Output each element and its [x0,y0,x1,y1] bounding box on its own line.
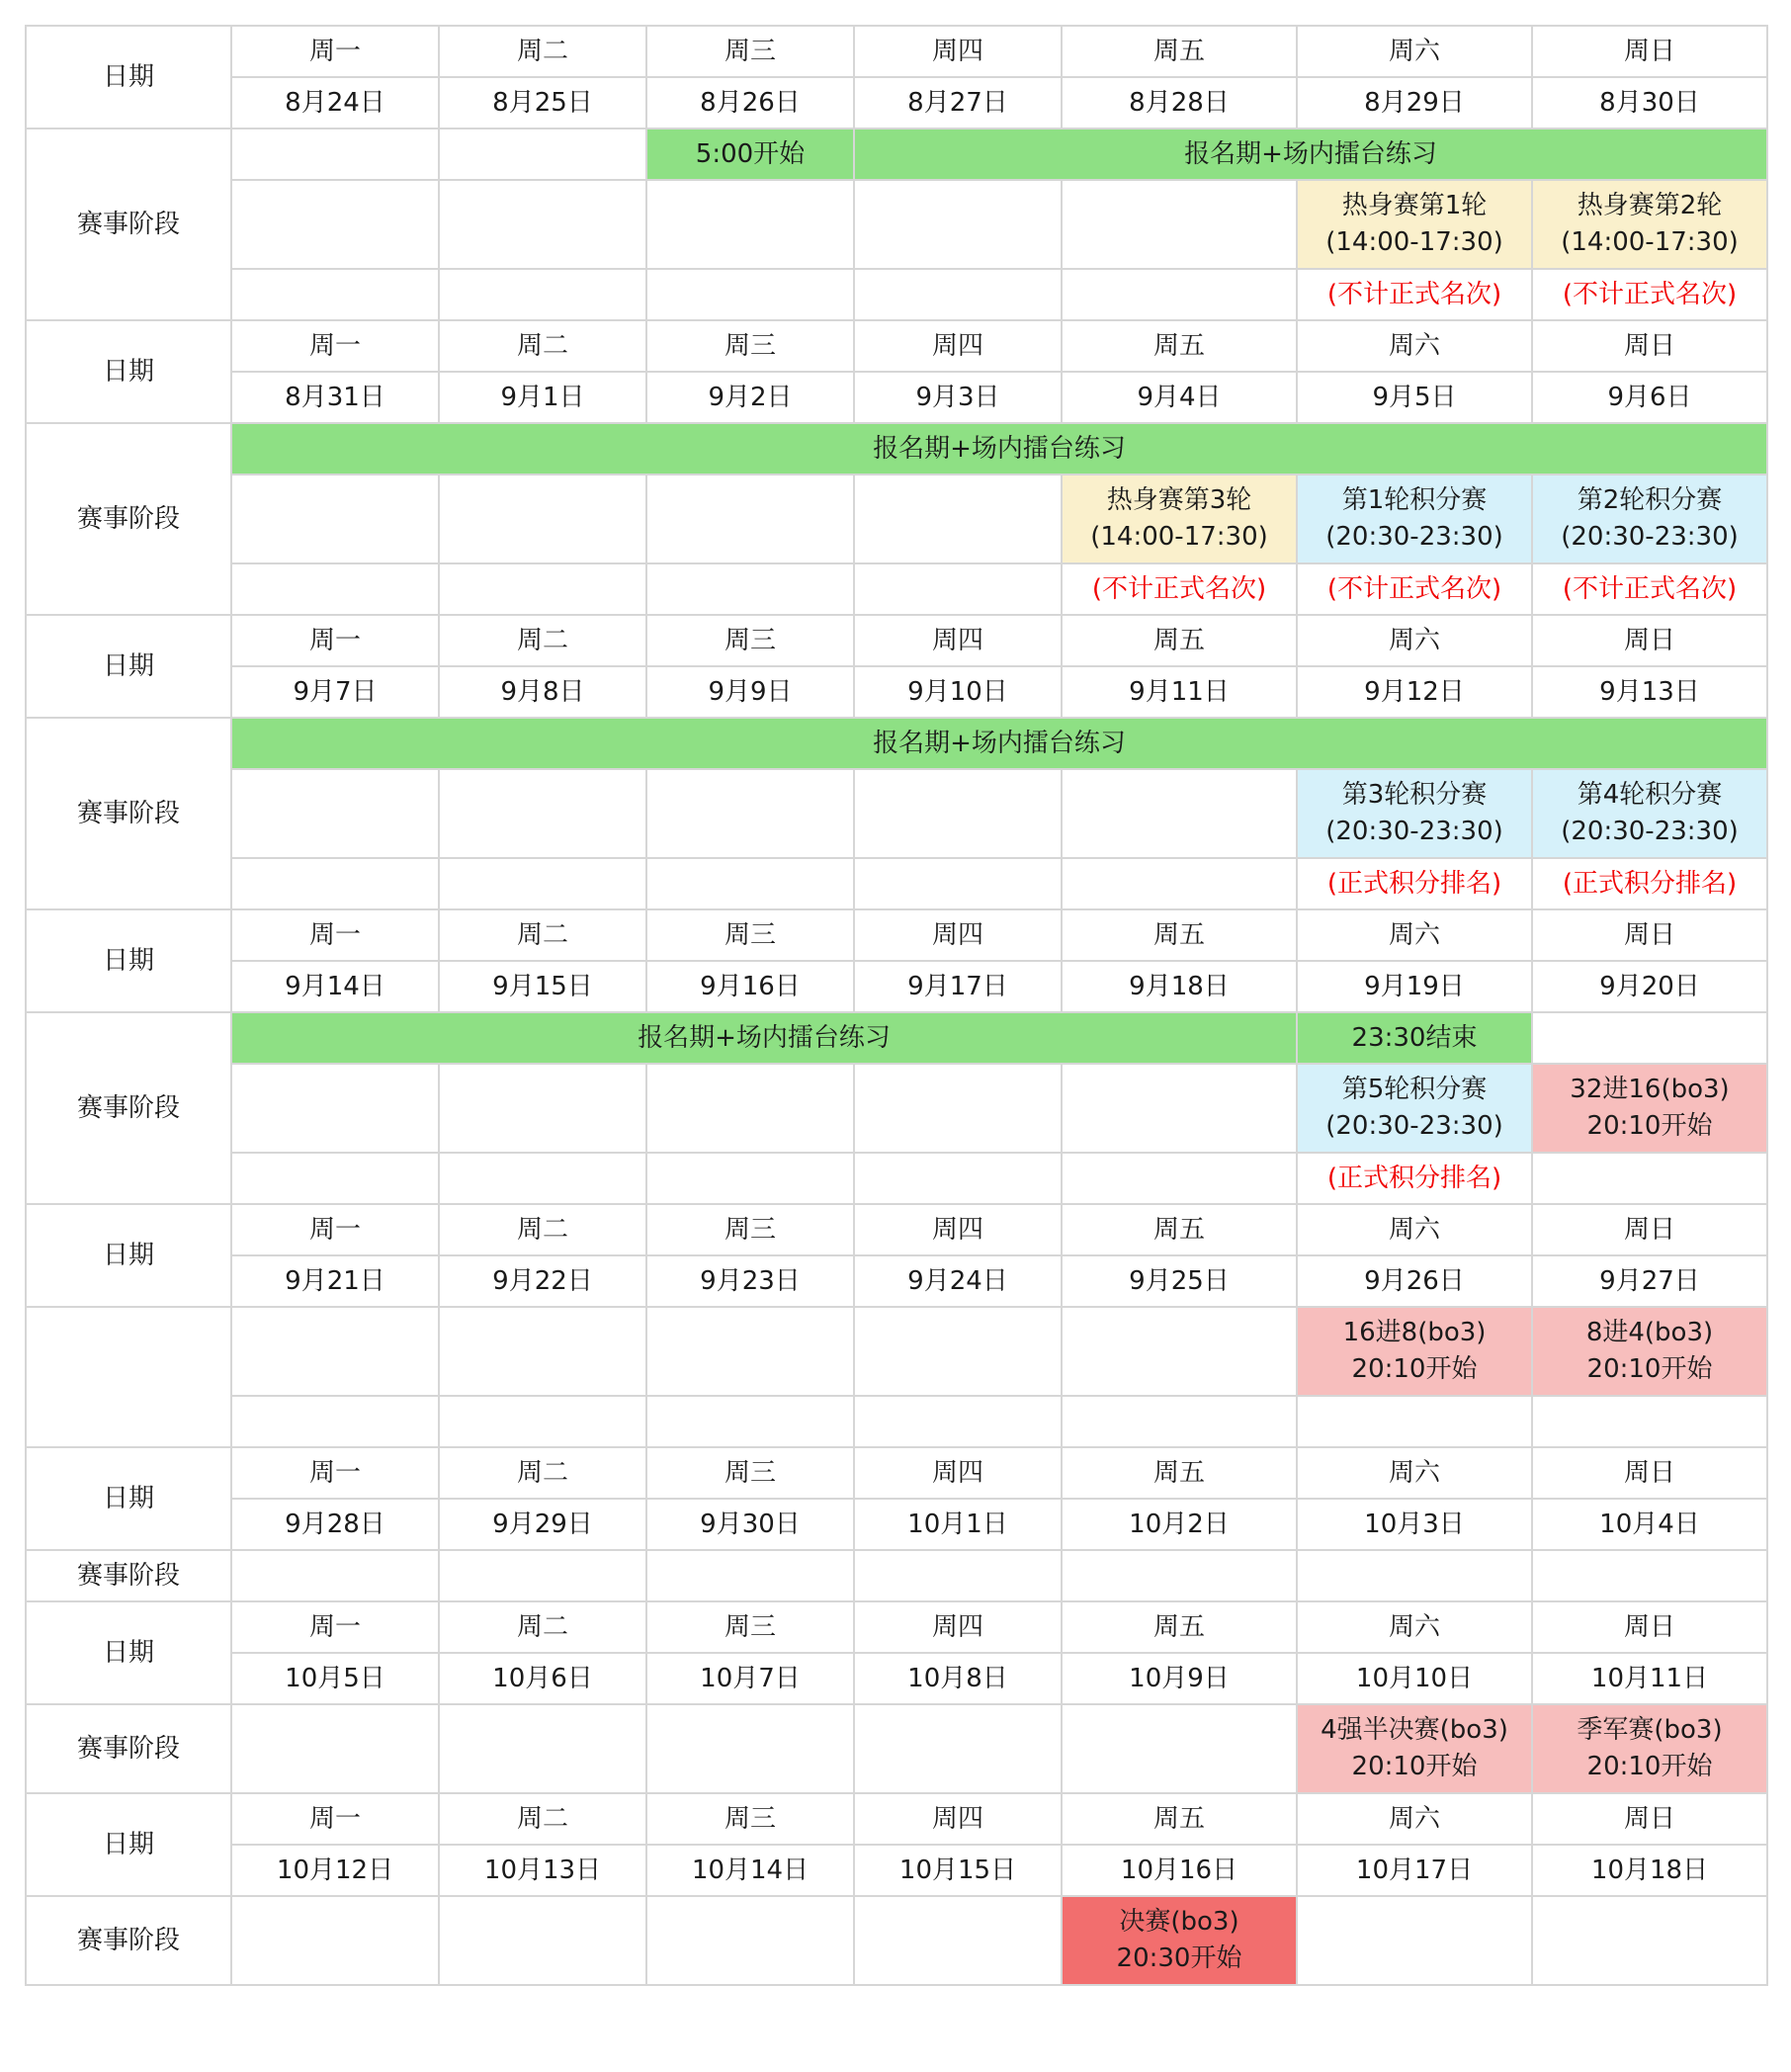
weekday-wed: 周三 [646,909,854,961]
tournament-schedule-table [25,25,1768,1986]
event-title: 第5轮积分赛 [1341,1075,1488,1104]
empty-cell [231,180,439,269]
weekday-mon: 周一 [231,1204,439,1255]
date-cell: 9月19日 [1297,961,1532,1012]
weekday-mon: 周一 [231,26,439,77]
event-title: 第3轮积分赛 [1341,780,1488,810]
registration-start-bar: 5:00开始 [646,129,854,180]
empty-cell [231,563,439,615]
event-title: 热身赛第1轮 [1341,191,1488,220]
date-label: 日期 [26,1601,231,1704]
empty-cell [854,1153,1062,1204]
empty-cell [231,269,439,320]
date-cell: 8月29日 [1297,77,1532,129]
empty-cell [646,1550,854,1601]
weekday-sun: 周日 [1532,1447,1767,1499]
empty-cell [646,475,854,563]
empty-cell [646,858,854,909]
date-cell: 10月2日 [1062,1499,1297,1550]
event-time: 20:10开始 [1351,1752,1478,1781]
weekday-thu: 周四 [854,26,1062,77]
empty-cell [854,475,1062,563]
weekday-sat: 周六 [1297,1447,1532,1499]
date-cell: 9月9日 [646,666,854,718]
empty-cell [231,1704,439,1793]
empty-cell [646,1396,854,1447]
date-cell: 10月17日 [1297,1845,1532,1896]
date-cell: 10月16日 [1062,1845,1297,1896]
empty-cell [854,1307,1062,1396]
date-cell: 9月25日 [1062,1255,1297,1307]
weekday-sun: 周日 [1532,26,1767,77]
event-title: 第1轮积分赛 [1341,485,1488,515]
empty-cell [1062,180,1297,269]
weekday-wed: 周三 [646,615,854,666]
date-cell: 9月11日 [1062,666,1297,718]
unranked-note: (不计正式名次) [1532,269,1767,320]
empty-cell [854,858,1062,909]
registration-bar: 报名期+场内擂台练习 [231,718,1767,769]
points-round-2-cell [1532,475,1767,563]
empty-cell [646,563,854,615]
weekday-wed: 周三 [646,1447,854,1499]
empty-cell [231,769,439,858]
date-cell: 9月21日 [231,1255,439,1307]
date-cell: 9月30日 [646,1499,854,1550]
weekday-thu: 周四 [854,1204,1062,1255]
date-cell: 9月17日 [854,961,1062,1012]
weekday-sun: 周日 [1532,1601,1767,1653]
weekday-sat: 周六 [1297,320,1532,372]
ranked-note: (正式积分排名) [1297,858,1532,909]
event-time: (14:00-17:30) [1325,227,1503,257]
weekday-wed: 周三 [646,1793,854,1845]
date-cell: 10月5日 [231,1653,439,1704]
date-label: 日期 [26,1447,231,1550]
weekday-thu: 周四 [854,1793,1062,1845]
event-title: 热身赛第3轮 [1106,485,1252,515]
round-of-16-cell [1297,1307,1532,1396]
weekday-wed: 周三 [646,26,854,77]
ranked-note: (正式积分排名) [1297,1153,1532,1204]
date-cell: 9月10日 [854,666,1062,718]
date-cell: 8月27日 [854,77,1062,129]
event-title: 8进4(bo3) [1585,1318,1714,1347]
date-cell: 9月4日 [1062,372,1297,423]
date-cell: 9月22日 [439,1255,646,1307]
date-cell: 9月27日 [1532,1255,1767,1307]
quarterfinal-cell [1532,1307,1767,1396]
date-cell: 8月30日 [1532,77,1767,129]
empty-cell [646,1153,854,1204]
date-cell: 9月7日 [231,666,439,718]
date-cell: 8月25日 [439,77,646,129]
empty-cell [439,1153,646,1204]
weekday-fri: 周五 [1062,909,1297,961]
empty-cell [646,769,854,858]
round-of-32-cell [1532,1064,1767,1153]
weekday-fri: 周五 [1062,1447,1297,1499]
event-time: (20:30-23:30) [1561,817,1739,846]
weekday-sat: 周六 [1297,1793,1532,1845]
points-round-3-cell [1297,769,1532,858]
empty-cell [1062,1307,1297,1396]
phase-label-blank [26,1307,231,1447]
empty-cell [854,769,1062,858]
weekday-thu: 周四 [854,320,1062,372]
weekday-tue: 周二 [439,615,646,666]
unranked-note: (不计正式名次) [1532,563,1767,615]
date-label: 日期 [26,615,231,718]
date-cell: 9月28日 [231,1499,439,1550]
event-title: 第2轮积分赛 [1577,485,1723,515]
unranked-note: (不计正式名次) [1297,269,1532,320]
empty-cell [439,769,646,858]
weekday-sat: 周六 [1297,909,1532,961]
event-time: (20:30-23:30) [1561,522,1739,552]
weekday-tue: 周二 [439,909,646,961]
date-label: 日期 [26,320,231,423]
date-cell: 10月15日 [854,1845,1062,1896]
event-title: 决赛(bo3) [1119,1907,1239,1937]
weekday-sun: 周日 [1532,320,1767,372]
weekday-mon: 周一 [231,1447,439,1499]
empty-cell [854,180,1062,269]
empty-cell [439,129,646,180]
date-cell: 9月13日 [1532,666,1767,718]
phase-label: 赛事阶段 [26,129,231,320]
points-round-1-cell [1297,475,1532,563]
registration-bar: 报名期+场内擂台练习 [231,423,1767,475]
empty-cell [854,269,1062,320]
date-cell: 9月29日 [439,1499,646,1550]
registration-bar: 报名期+场内擂台练习 [231,1012,1297,1064]
empty-cell [439,1307,646,1396]
date-cell: 10月9日 [1062,1653,1297,1704]
weekday-fri: 周五 [1062,1601,1297,1653]
event-time: (20:30-23:30) [1325,522,1503,552]
empty-cell [439,1550,646,1601]
final-cell [1062,1896,1297,1985]
empty-cell [1532,1396,1767,1447]
weekday-tue: 周二 [439,320,646,372]
empty-cell [439,563,646,615]
date-cell: 9月8日 [439,666,646,718]
date-cell: 9月16日 [646,961,854,1012]
phase-label: 赛事阶段 [26,1550,231,1601]
date-cell: 10月7日 [646,1653,854,1704]
event-title: 16进8(bo3) [1342,1318,1487,1347]
empty-cell [1532,1153,1767,1204]
empty-cell [439,1064,646,1153]
weekday-fri: 周五 [1062,1204,1297,1255]
weekday-fri: 周五 [1062,320,1297,372]
third-place-cell [1532,1704,1767,1793]
empty-cell [1297,1896,1532,1985]
empty-cell [439,1704,646,1793]
date-cell: 9月5日 [1297,372,1532,423]
empty-cell [439,1896,646,1985]
empty-cell [231,1153,439,1204]
date-cell: 10月4日 [1532,1499,1767,1550]
date-label: 日期 [26,1793,231,1896]
empty-cell [1532,1896,1767,1985]
empty-cell [439,1396,646,1447]
weekday-mon: 周一 [231,320,439,372]
weekday-sat: 周六 [1297,615,1532,666]
event-title: 热身赛第2轮 [1577,191,1723,220]
event-title: 季军赛(bo3) [1577,1715,1723,1745]
weekday-sun: 周日 [1532,1793,1767,1845]
weekday-tue: 周二 [439,26,646,77]
points-round-5-cell [1297,1064,1532,1153]
weekday-tue: 周二 [439,1204,646,1255]
weekday-thu: 周四 [854,909,1062,961]
event-title: 32进16(bo3) [1570,1075,1730,1104]
points-round-4-cell [1532,769,1767,858]
weekday-fri: 周五 [1062,26,1297,77]
empty-cell [1062,1550,1297,1601]
empty-cell [1062,858,1297,909]
empty-cell [231,1307,439,1396]
event-time: (20:30-23:30) [1325,1111,1503,1141]
weekday-thu: 周四 [854,615,1062,666]
date-cell: 10月13日 [439,1845,646,1896]
weekday-fri: 周五 [1062,615,1297,666]
empty-cell [1532,1012,1767,1064]
warmup-round-3-cell [1062,475,1297,563]
empty-cell [1532,1550,1767,1601]
phase-label: 赛事阶段 [26,1896,231,1985]
date-cell: 10月11日 [1532,1653,1767,1704]
registration-end-bar: 23:30结束 [1297,1012,1532,1064]
registration-bar: 报名期+场内擂台练习 [854,129,1767,180]
empty-cell [231,1550,439,1601]
phase-label: 赛事阶段 [26,423,231,615]
date-cell: 10月18日 [1532,1845,1767,1896]
weekday-wed: 周三 [646,1204,854,1255]
event-time: 20:10开始 [1586,1111,1713,1141]
date-cell: 10月14日 [646,1845,854,1896]
weekday-thu: 周四 [854,1447,1062,1499]
date-cell: 9月14日 [231,961,439,1012]
empty-cell [439,180,646,269]
empty-cell [439,858,646,909]
empty-cell [1062,769,1297,858]
empty-cell [854,563,1062,615]
date-cell: 10月8日 [854,1653,1062,1704]
event-time: (20:30-23:30) [1325,817,1503,846]
date-cell: 9月24日 [854,1255,1062,1307]
weekday-mon: 周一 [231,1793,439,1845]
empty-cell [439,475,646,563]
date-cell: 9月26日 [1297,1255,1532,1307]
event-time: 20:10开始 [1586,1752,1713,1781]
warmup-round-1-cell [1297,180,1532,269]
weekday-sat: 周六 [1297,1204,1532,1255]
semifinal-cell [1297,1704,1532,1793]
date-cell: 10月3日 [1297,1499,1532,1550]
event-time: 20:30开始 [1116,1943,1242,1973]
date-label: 日期 [26,26,231,129]
empty-cell [231,1896,439,1985]
unranked-note: (不计正式名次) [1297,563,1532,615]
unranked-note: (不计正式名次) [1062,563,1297,615]
weekday-thu: 周四 [854,1601,1062,1653]
date-cell: 9月3日 [854,372,1062,423]
weekday-mon: 周一 [231,1601,439,1653]
date-cell: 10月6日 [439,1653,646,1704]
empty-cell [1062,1704,1297,1793]
date-cell: 8月28日 [1062,77,1297,129]
event-time: (14:00-17:30) [1561,227,1739,257]
date-cell: 9月1日 [439,372,646,423]
empty-cell [1062,1396,1297,1447]
event-time: 20:10开始 [1351,1354,1478,1384]
empty-cell [646,269,854,320]
weekday-tue: 周二 [439,1601,646,1653]
phase-label: 赛事阶段 [26,718,231,909]
date-cell: 9月6日 [1532,372,1767,423]
weekday-tue: 周二 [439,1447,646,1499]
empty-cell [854,1896,1062,1985]
date-cell: 9月20日 [1532,961,1767,1012]
empty-cell [231,1064,439,1153]
date-cell: 8月31日 [231,372,439,423]
ranked-note: (正式积分排名) [1532,858,1767,909]
date-cell: 8月26日 [646,77,854,129]
warmup-round-2-cell [1532,180,1767,269]
weekday-mon: 周一 [231,615,439,666]
date-label: 日期 [26,909,231,1012]
empty-cell [231,129,439,180]
weekday-sat: 周六 [1297,1601,1532,1653]
weekday-sun: 周日 [1532,615,1767,666]
date-cell: 10月10日 [1297,1653,1532,1704]
weekday-sun: 周日 [1532,909,1767,961]
date-cell: 10月1日 [854,1499,1062,1550]
event-title: 4强半决赛(bo3) [1321,1715,1508,1745]
empty-cell [646,1064,854,1153]
empty-cell [231,1396,439,1447]
empty-cell [439,269,646,320]
empty-cell [646,1896,854,1985]
weekday-fri: 周五 [1062,1793,1297,1845]
event-time: 20:10开始 [1586,1354,1713,1384]
weekday-mon: 周一 [231,909,439,961]
date-cell: 9月23日 [646,1255,854,1307]
weekday-wed: 周三 [646,1601,854,1653]
weekday-sat: 周六 [1297,26,1532,77]
empty-cell [231,475,439,563]
empty-cell [854,1550,1062,1601]
date-label: 日期 [26,1204,231,1307]
empty-cell [646,1307,854,1396]
empty-cell [646,1704,854,1793]
date-cell: 9月18日 [1062,961,1297,1012]
weekday-tue: 周二 [439,1793,646,1845]
empty-cell [646,180,854,269]
empty-cell [854,1704,1062,1793]
date-cell: 9月15日 [439,961,646,1012]
empty-cell [1062,1153,1297,1204]
date-cell: 8月24日 [231,77,439,129]
empty-cell [854,1064,1062,1153]
empty-cell [854,1396,1062,1447]
empty-cell [1062,269,1297,320]
empty-cell [1297,1396,1532,1447]
empty-cell [231,858,439,909]
empty-cell [1062,1064,1297,1153]
date-cell: 9月2日 [646,372,854,423]
empty-cell [1297,1550,1532,1601]
date-cell: 9月12日 [1297,666,1532,718]
phase-label: 赛事阶段 [26,1704,231,1793]
weekday-sun: 周日 [1532,1204,1767,1255]
date-cell: 10月12日 [231,1845,439,1896]
event-time: (14:00-17:30) [1090,522,1268,552]
event-title: 第4轮积分赛 [1577,780,1723,810]
phase-label: 赛事阶段 [26,1012,231,1204]
weekday-wed: 周三 [646,320,854,372]
